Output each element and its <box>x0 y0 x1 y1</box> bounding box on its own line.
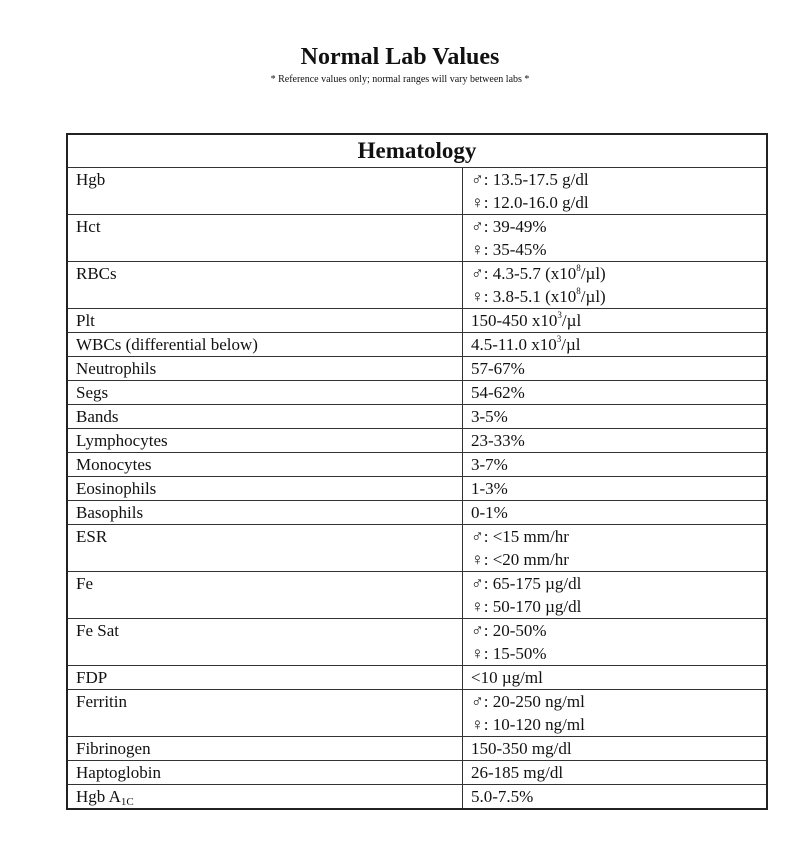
range-text: 26-185 mg/dl <box>471 763 564 782</box>
range-text: ♀: 50-170 µg/dl <box>471 597 582 616</box>
reference-range-cell <box>463 309 768 333</box>
reference-range-line <box>471 381 758 404</box>
range-text: ♀: 10-120 ng/ml <box>471 715 585 734</box>
reference-range-line <box>471 262 758 285</box>
reference-range-cell <box>463 215 768 262</box>
test-name-cell <box>67 453 463 477</box>
range-text: 54-62% <box>471 383 525 402</box>
reference-range-cell <box>463 405 768 429</box>
test-name: Lymphocytes <box>76 431 168 450</box>
reference-range-line <box>471 690 758 713</box>
reference-range-line <box>471 238 758 261</box>
test-name: WBCs (differential below) <box>76 335 258 354</box>
section-heading: Hematology <box>67 134 767 168</box>
test-name: Segs <box>76 383 109 402</box>
test-name-cell <box>67 405 463 429</box>
table-row <box>67 357 767 381</box>
reference-range-line <box>471 666 758 689</box>
range-text: 3-5% <box>471 407 508 426</box>
range-text: ♂: 65-175 µg/dl <box>471 574 582 593</box>
table-row <box>67 453 767 477</box>
reference-range-cell <box>463 381 768 405</box>
test-name: Bands <box>76 407 119 426</box>
test-name-cell <box>67 429 463 453</box>
test-name: Neutrophils <box>76 359 157 378</box>
table-row <box>67 572 767 619</box>
reference-range-cell <box>463 666 768 690</box>
reference-range-line <box>471 572 758 595</box>
reference-range-line <box>471 191 758 214</box>
reference-range-cell <box>463 785 768 810</box>
test-name: Basophils <box>76 503 144 522</box>
test-name: Eosinophils <box>76 479 157 498</box>
reference-range-line <box>471 405 758 428</box>
range-text: 3-7% <box>471 455 508 474</box>
table-row <box>67 429 767 453</box>
reference-range-cell <box>463 477 768 501</box>
test-name-cell <box>67 761 463 785</box>
range-exponent: 8 <box>576 263 581 273</box>
reference-range-line <box>471 309 758 332</box>
table-row <box>67 405 767 429</box>
reference-range-line <box>471 619 758 642</box>
range-unit: /µl) <box>580 287 606 306</box>
range-exponent: 3 <box>557 310 562 320</box>
table-row <box>67 619 767 666</box>
reference-range-line <box>471 595 758 618</box>
test-name-cell <box>67 262 463 309</box>
reference-range-cell <box>463 737 768 761</box>
reference-range-line <box>471 501 758 524</box>
table-row <box>67 737 767 761</box>
table-row <box>67 262 767 309</box>
range-text: 4.5-11.0 x10 <box>471 335 557 354</box>
test-name-cell <box>67 381 463 405</box>
reference-range-line <box>471 215 758 238</box>
reference-range-cell <box>463 429 768 453</box>
test-name-cell <box>67 619 463 666</box>
table-row <box>67 309 767 333</box>
reference-range-line <box>471 525 758 548</box>
range-text: ♀: 3.8-5.1 (x10 <box>471 287 577 306</box>
range-text: 23-33% <box>471 431 525 450</box>
test-name-cell <box>67 477 463 501</box>
test-name: Fibrinogen <box>76 739 151 758</box>
range-exponent: 3 <box>556 334 562 344</box>
reference-range-cell <box>463 333 768 357</box>
reference-range-line <box>471 357 758 380</box>
range-unit: /µl) <box>580 264 606 283</box>
test-name: Fe Sat <box>76 621 119 640</box>
test-name: Hgb A <box>76 787 121 806</box>
reference-range-line <box>471 642 758 665</box>
reference-range-cell <box>463 572 768 619</box>
test-name: RBCs <box>76 264 117 283</box>
reference-range-cell <box>463 501 768 525</box>
range-text: ♂: <15 mm/hr <box>471 527 569 546</box>
table-row <box>67 168 767 215</box>
range-unit: /µl <box>561 311 582 330</box>
test-name-cell <box>67 357 463 381</box>
hematology-table <box>66 133 768 810</box>
test-name-cell <box>67 501 463 525</box>
reference-range-cell <box>463 690 768 737</box>
range-text: ♀: 35-45% <box>471 240 547 259</box>
reference-range-line <box>471 761 758 784</box>
reference-range-cell <box>463 357 768 381</box>
table-row <box>67 666 767 690</box>
test-name: ESR <box>76 527 108 546</box>
range-text: 150-450 x10 <box>471 311 558 330</box>
test-name: Hct <box>76 217 101 236</box>
range-text: ♂: 20-250 ng/ml <box>471 692 585 711</box>
reference-range-line <box>471 285 758 308</box>
reference-range-line <box>471 785 758 808</box>
reference-range-line <box>471 333 758 356</box>
test-name: Hgb <box>76 170 106 189</box>
range-text: ♀: 15-50% <box>471 644 547 663</box>
reference-range-line <box>471 477 758 500</box>
table-row <box>67 477 767 501</box>
test-name-cell <box>67 525 463 572</box>
reference-range-line <box>471 168 758 191</box>
page-title: Normal Lab Values <box>300 44 500 70</box>
test-name: FDP <box>76 668 108 687</box>
test-name-cell <box>67 666 463 690</box>
test-name-cell <box>67 785 463 810</box>
range-text: 57-67% <box>471 359 525 378</box>
test-name: Monocytes <box>76 455 152 474</box>
table-row <box>67 761 767 785</box>
table-row <box>67 501 767 525</box>
test-name: Plt <box>76 311 95 330</box>
test-name-cell <box>67 309 463 333</box>
range-exponent: 8 <box>576 286 581 296</box>
test-name-cell <box>67 168 463 215</box>
range-unit: /µl <box>561 335 581 354</box>
range-text: ♀: 12.0-16.0 g/dl <box>471 193 589 212</box>
table-row <box>67 381 767 405</box>
test-name-cell <box>67 737 463 761</box>
reference-range-line <box>471 548 758 571</box>
page-subtitle: * Reference values only; normal ranges will vary between labs * <box>270 74 530 85</box>
reference-range-line <box>471 429 758 452</box>
range-text: 0-1% <box>471 503 508 522</box>
reference-range-line <box>471 713 758 736</box>
range-text: 150-350 mg/dl <box>471 739 572 758</box>
table-row <box>67 333 767 357</box>
range-text: ♂: 20-50% <box>471 621 547 640</box>
table-row <box>67 785 767 810</box>
test-name-cell <box>67 215 463 262</box>
range-text: 5.0-7.5% <box>471 787 534 806</box>
reference-range-cell <box>463 262 768 309</box>
test-name: Fe <box>76 574 93 593</box>
range-text: <10 µg/ml <box>471 668 543 687</box>
test-name: Ferritin <box>76 692 127 711</box>
range-text: ♂: 13.5-17.5 g/dl <box>471 170 589 189</box>
test-name-cell <box>67 690 463 737</box>
reference-range-cell <box>463 525 768 572</box>
reference-range-cell <box>463 619 768 666</box>
table-row <box>67 690 767 737</box>
range-text: 1-3% <box>471 479 508 498</box>
range-text: ♀: <20 mm/hr <box>471 550 569 569</box>
test-name: Haptoglobin <box>76 763 161 782</box>
reference-range-cell <box>463 761 768 785</box>
table-row <box>67 525 767 572</box>
table-row <box>67 215 767 262</box>
test-name-cell <box>67 572 463 619</box>
range-text: ♂: 39-49% <box>471 217 547 236</box>
test-name-subscript: 1C <box>120 796 134 808</box>
reference-range-line <box>471 453 758 476</box>
reference-range-cell <box>463 168 768 215</box>
reference-range-line <box>471 737 758 760</box>
test-name-cell <box>67 333 463 357</box>
range-text: ♂: 4.3-5.7 (x10 <box>471 264 577 283</box>
reference-range-cell <box>463 453 768 477</box>
